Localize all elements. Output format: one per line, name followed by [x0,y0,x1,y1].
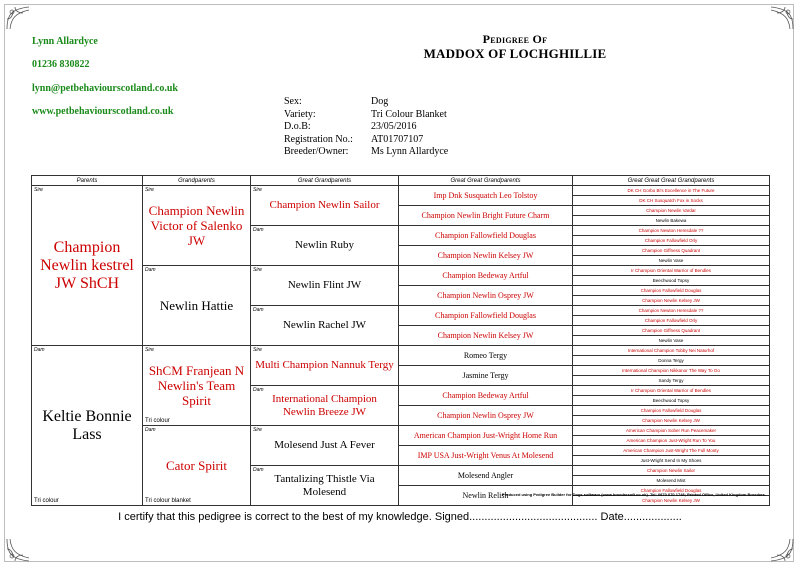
ancestor-cell [573,466,770,476]
ancestor-cell [573,196,770,206]
corner-ornament-top-left [5,5,31,31]
ancestor-name: Sandy Tergy [658,377,684,383]
ancestor-name: Newlin Bakewa [655,217,687,223]
grandsire-colour: Tri colour [145,418,170,424]
ancestor-cell [573,496,770,506]
ancestor-cell [399,326,573,346]
ancestor-cell [573,386,770,396]
info-dob-value: 23/05/2016 [371,121,417,132]
ancestor-name: Newlin Rachel JW [282,319,367,331]
ancestor-cell [399,206,573,226]
ancestor-cell [399,186,573,206]
ancestor-cell [573,416,770,426]
ancestor-name: Newlin Ruby [295,239,354,251]
pedigree-row [32,426,770,436]
ancestor-cell [143,266,251,346]
ancestor-name: Champion Newlin kestrel JW ShCH [40,238,134,292]
ancestor-name: Multi Champion Nannuk Tergy [255,359,394,371]
ancestor-name: DK CH Susquatch Fox in Socks [639,197,703,203]
ancestor-name: Tantalizing Thistle Via Molesend [274,472,375,498]
dam-label: Dam [34,347,45,353]
ancestor-cell [399,306,573,326]
ancestor-name: ShCM Franjean N Newlin's Team Spirit [148,363,245,408]
info-dob-label: D.o.B: [284,121,311,132]
contact-email[interactable]: lynn@petbehaviourscotland.co.uk [32,83,178,94]
sire-label: Sire [253,267,262,273]
ancestor-cell [143,346,251,426]
ancestor-cell [399,246,573,266]
dog-name-title: MADDOX OF LOCHGHILLIE [423,46,607,61]
ancestor-cell [399,386,573,406]
dam-label: Dam [145,427,156,433]
ancestor-name: Beechwood Topsy [652,277,690,283]
ancestor-cell [573,316,770,326]
ancestor-name: Newlin Vase [658,257,684,263]
info-breeder-label: Breeder/Owner: [284,146,349,157]
ancestor-name: Champion Newlin Kelsey JW [642,297,700,303]
header-grandparents: Grandparents [143,176,251,186]
header-great-great-great-grandparents: Great Great Great Grandparents [573,176,770,186]
dam-label: Dam [253,307,264,313]
ancestor-name: Newlin Relish [462,491,509,500]
header-great-great-grandparents: Great Great Grandparents [399,176,573,186]
ancestor-cell [399,366,573,386]
ancestor-name: Jasmine Tergy [462,371,509,380]
pedigree-row [32,186,770,196]
sire-label: Sire [253,427,262,433]
ancestor-cell [573,216,770,226]
ancestor-cell [399,266,573,286]
dog-info-block [284,96,448,159]
contact-name: Lynn Allardyce [32,36,98,47]
pedigree-heading: Pedigree Of [482,32,548,46]
ancestor-cell [573,476,770,486]
ancestor-cell [573,336,770,346]
ancestor-name: Champion Fallowfield Orly [644,237,698,243]
ancestor-cell [573,356,770,366]
granddam-colour: Tri colour blanket [145,498,191,504]
ancestor-name: Champion Newlin Kelsey JW [437,331,534,340]
ancestor-cell [573,186,770,196]
corner-ornament-bottom-right [769,537,795,563]
ancestor-cell [251,466,399,506]
dam-label: Dam [145,267,156,273]
dam-label: Dam [253,227,264,233]
ancestor-name: American Champion Just-Wright Home Run [413,431,558,440]
ancestor-cell [573,426,770,436]
ancestor-cell [573,446,770,456]
info-registration-label: Registration No.: [284,133,353,145]
ancestor-name: DK CH Gorbo Bi's Excellence in The Future [627,187,715,193]
ancestor-name: International Champion Nikkanor The Way To Go [622,367,720,373]
sire-label: Sire [253,187,262,193]
ancestor-cell [251,306,399,346]
ancestor-name: Champion Giffness Quadrant [641,327,701,333]
corner-ornament-bottom-left [5,537,31,563]
ancestor-cell [399,426,573,446]
ancestor-cell [573,246,770,256]
ancestor-cell [143,426,251,506]
ancestor-cell [573,346,770,356]
ancestor-cell [573,406,770,416]
ancestor-cell [399,466,573,486]
ancestor-name: Champion Newlin Kelsey JW [437,251,534,260]
ancestor-cell [573,286,770,296]
ancestor-name: Newlin Vase [658,337,684,343]
header-parents: Parents [32,176,143,186]
dam-label: Dam [253,387,264,393]
ancestor-name: American Champion Just-Wright Run To You [626,437,716,443]
info-sex-value: Dog [371,96,389,107]
header-great-grandparents: Great Grandparents [251,176,399,186]
pedigree-row [32,346,770,356]
ancestor-name: Keltie Bonnie Lass [42,407,132,443]
ancestor-name: Champion Newlin Osprey JW [437,291,534,300]
pedigree-table [31,175,770,506]
ancestor-name: Molesend Mist [656,477,686,483]
ancestor-name: Champion Fallowfield Douglas [435,311,536,320]
ancestor-cell [573,256,770,266]
ancestor-name: Champion Newlin Sailor [646,467,696,473]
ancestor-cell [573,326,770,336]
ancestor-name: Champion Newlin Vardar [646,207,696,213]
ancestor-name: Newlin Hattie [159,298,234,313]
ancestor-name: Champion Newlin Sailor [269,199,380,211]
ancestor-name: Champion Fallowfield Douglas [640,407,702,413]
ancestor-cell [399,286,573,306]
printed-note: Produced using Pedigree Builder for Dogs software (www.breedersoft.co.uk). Tel: 0870 070 1748; Printed Office, United Kingdom Breeders. [501,492,766,497]
sire-label: Sire [253,347,262,353]
ancestor-name: Donna Tergy [658,357,684,363]
ancestor-name: Molesend Just A Fever [274,439,375,451]
ancestor-name: Champion Fallowfield Orly [644,317,698,323]
ancestor-name: Champion Giffness Quadrant [641,247,701,253]
ancestor-name: Ir Champion Oriental Warrior of Bendles [631,387,711,393]
ancestor-cell [573,276,770,286]
ancestor-name: Champion Newton Hemsdale ?? [638,227,704,233]
ancestor-name: Champion Newlin Osprey JW [437,411,534,420]
ancestor-cell [573,226,770,236]
ancestor-name: Champion Newton Hemsdale ?? [638,307,704,313]
ancestor-cell [251,426,399,466]
ancestor-cell [573,236,770,246]
ancestor-cell [573,396,770,406]
ancestor-cell [399,346,573,366]
ancestor-cell [573,206,770,216]
ancestor-cell [573,456,770,466]
ancestor-name: Romeo Tergy [463,351,508,360]
ancestor-name: Champion Bedeway Artful [442,271,529,280]
ancestor-cell [143,186,251,266]
ancestor-cell [32,186,143,346]
ancestor-name: Imp Dnk Susquatch Leo Tolstoy [433,191,538,200]
ancestor-name: International Champion Tobby Nei Naturhof [627,347,715,353]
ancestor-name: Champion Bedeway Artful [442,391,529,400]
ancestor-name: Just-Wright Send In My Shoes [640,457,702,463]
contact-phone: 01236 830822 [32,59,90,70]
ancestor-name: Newlin Flint JW [287,279,362,291]
dam-colour: Tri colour [34,498,59,504]
ancestor-name: Cator Spirit [165,458,228,473]
info-variety-value: Tri Colour Blanket [371,108,447,120]
ancestor-name: Champion Newlin Victor of Salenko JW [148,203,245,248]
ancestor-name: Champion Newlin Kelsey JW [642,497,700,503]
ancestor-name: Champion Newlin Kelsey JW [642,417,700,423]
ancestor-cell [251,226,399,266]
ancestor-cell [251,186,399,226]
ancestor-cell [573,306,770,316]
ancestor-cell [573,376,770,386]
ancestor-cell [399,446,573,466]
corner-ornament-top-right [769,5,795,31]
ancestor-name: Champion Newlin Bright Future Charm [421,211,550,220]
sire-label: Sire [34,187,43,193]
ancestor-cell [399,226,573,246]
dam-label: Dam [253,467,264,473]
ancestor-cell [573,366,770,376]
sire-label: Sire [145,347,154,353]
ancestor-name: Ir Champion Oriental Warrior of Bendles [631,267,711,273]
ancestor-name: Champion Fallowfield Douglas [640,487,702,493]
ancestor-name: American Champion Sober Run Peacemaker [625,427,717,433]
ancestor-cell [399,406,573,426]
info-variety-label: Variety: [284,108,316,120]
info-breeder-value: Ms Lynn Allardyce [371,146,449,157]
pedigree-row [32,266,770,276]
ancestor-cell [32,346,143,506]
info-sex-label: Sex: [284,96,302,107]
info-registration-value: AT01707107 [371,133,424,145]
ancestor-cell [573,436,770,446]
ancestor-cell [573,296,770,306]
contact-website[interactable]: www.petbehaviourscotland.co.uk [32,106,174,117]
sire-label: Sire [145,187,154,193]
certification-line: I certify that this pedigree is correct to the best of my knowledge. Signed.......................................... Date................... [118,511,682,523]
pedigree-header-row [32,176,770,186]
ancestor-name: International Champion Newlin Breeze JW [272,392,377,418]
ancestor-name: Beechwood Topsy [652,397,690,403]
ancestor-cell [251,346,399,386]
ancestor-name: Champion Fallowfield Douglas [640,287,702,293]
ancestor-cell [573,266,770,276]
ancestor-cell [251,266,399,306]
ancestor-name: American Champion Just-Wright The Full Monty [623,447,719,453]
ancestor-name: Molesend Angler [457,471,514,480]
ancestor-name: IMP USA Just-Wright Venus At Molesend [417,451,554,460]
ancestor-cell [251,386,399,426]
ancestor-name: Champion Fallowfield Douglas [435,231,536,240]
